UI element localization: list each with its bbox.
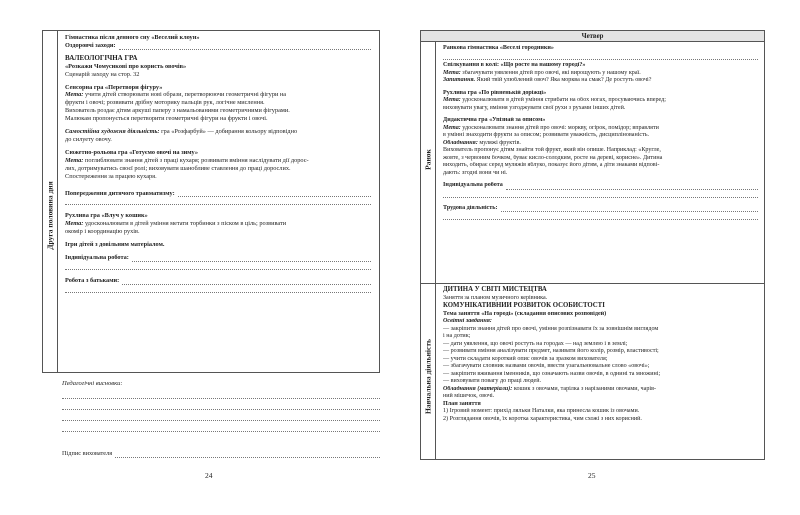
page-number-right: 25 <box>588 471 596 480</box>
line-text: 1) Ігровий момент: прихід ляльки Наталки, яка принесла кошик із овочами. <box>443 408 640 414</box>
text-line <box>443 132 758 140</box>
line-text: виховувати увагу, вміння узгоджувати свої рухи з рухами інших дітей. <box>443 104 626 111</box>
page-number-left: 24 <box>205 471 213 480</box>
line-text: Заняття за планом музичного керівника. <box>443 294 548 301</box>
notes-line <box>62 421 380 432</box>
text-line <box>443 90 758 98</box>
line-text: в умінні знаходити фрукти за описом; розвивати уважність, дисциплінованість. <box>443 132 650 139</box>
blank-line <box>443 212 758 220</box>
text-line <box>65 241 371 249</box>
morning-side-label: Ранок <box>423 149 433 170</box>
text-line <box>443 286 758 295</box>
line-text: лих, дотримуватись своєї ролі; виховувати шанобливе ставлення до праці дорослих. <box>65 164 291 172</box>
line-text: Малюкам пропонується перетворити геометричні фігури на фрукти і овочі. <box>65 115 268 123</box>
blank-line <box>65 285 371 293</box>
text-line <box>65 107 371 115</box>
text-line <box>443 105 758 113</box>
blank-line <box>65 197 371 205</box>
line-text: Запитання. Який твій улюблений овоч? Яка морква на смак? Де ростуть овочі? <box>443 77 652 84</box>
text-line <box>443 386 758 394</box>
left-table-content <box>65 34 371 372</box>
afternoon-side-label: Друга половина дня <box>45 181 55 250</box>
line-text: Гімнастика після денного сну «Веселий клоун» <box>65 34 200 41</box>
line-text: Ігри дітей з довільним матеріалом. <box>65 241 165 249</box>
text-line <box>65 115 371 123</box>
line-text: Спостереження за працею кухаря. <box>65 172 157 180</box>
fill-line <box>178 191 371 197</box>
lessons-content <box>443 286 758 459</box>
text-line <box>443 393 758 401</box>
line-text: Мета: удосконалювати в дітей уміння метати торбинки з піском в ціль; розвивати <box>65 220 287 228</box>
line-text: до силуету овочу. <box>65 135 112 143</box>
lead-word: Мета: <box>443 97 461 104</box>
fill-line <box>506 184 758 190</box>
line-text: Попередження дитячого травматизму: <box>65 189 175 197</box>
line-text: — учити складати короткий опис овочів за зразком вихователя; <box>443 355 608 362</box>
text-line <box>443 140 758 148</box>
line-text: Дидактична гра «Упізнай за описом» <box>443 117 546 124</box>
text-line <box>65 277 371 285</box>
line-text: Мета: збагачувати уявлення дітей про овочі, які вирощують у нашому краї. <box>443 69 641 76</box>
text-line <box>65 228 371 236</box>
line-text: ДИТИНА У СВІТІ МИСТЕЦТВА <box>443 286 547 293</box>
text-line <box>65 34 371 42</box>
line-text: Трудова діяльність: <box>443 204 498 211</box>
lead-word: Мета: <box>65 91 84 99</box>
text-line <box>65 128 371 136</box>
line-text: виходить, обирає серед муляжів яблуко, показує його дітям, а діти знаками відпові- <box>443 162 660 169</box>
line-text: Вихователь роздає дітям аркуші паперу з намальованими геометричними фігурами. <box>65 107 290 115</box>
line-text: Сценарій заходу на стор. 32 <box>65 70 140 78</box>
text-line <box>443 302 758 311</box>
fill-line <box>122 279 371 285</box>
text-line <box>65 220 371 228</box>
line-text: ВАЛЕОЛОГІЧНА ГРА <box>65 54 138 62</box>
line-text: Мета: удосконалювати знання дітей про овочі: моркву, огірок, помідор; вправляти <box>443 124 659 131</box>
fill-line <box>119 44 371 50</box>
line-text: Індивідуальна робота <box>443 182 503 189</box>
text-line <box>443 408 758 416</box>
text-line <box>65 136 371 144</box>
text-line <box>443 401 758 409</box>
text-line <box>443 170 758 178</box>
line-text: Вихователь пропонує дітям знайти той фрукт, який він опише. Наприклад: «Кругле, <box>443 147 661 154</box>
text-line <box>443 205 758 213</box>
blank-line <box>65 262 371 270</box>
left-schedule-table <box>42 30 380 373</box>
text-line <box>443 155 758 163</box>
line-text: Рухлива гра «Влуч у кошик» <box>65 212 148 220</box>
line-text: Самостійна художня діяльність: гра «Розфарбуй» — добирання кольору відповідно <box>65 128 298 136</box>
line-text: жовте, з червоним бочком, буває кисло-солодким, росте на дереві, корисне». Дитина <box>443 154 663 161</box>
text-line <box>443 182 758 190</box>
text-line <box>65 212 371 220</box>
line-text: Індивідуальна робота: <box>65 253 129 261</box>
line-text: Рухлива гра «По рівненькій доріжці» <box>443 89 547 96</box>
text-line <box>443 147 758 155</box>
lead-word: Обладнання: <box>443 139 478 146</box>
lead-word: Мета: <box>443 69 461 76</box>
text-line <box>443 356 758 364</box>
text-line <box>443 117 758 125</box>
line-text: «Розкажи Чомусикові про користь овочів» <box>65 62 187 70</box>
text-line <box>443 70 758 78</box>
signature-row <box>62 450 380 458</box>
text-line <box>65 55 371 63</box>
text-line <box>443 125 758 133</box>
text-line <box>65 173 371 181</box>
line-text: Оздоровчі заходи: <box>65 41 116 49</box>
section-divider <box>421 283 764 284</box>
right-side-column <box>421 42 436 459</box>
fill-line <box>132 256 371 262</box>
text-line <box>65 91 371 99</box>
blank-line <box>443 53 758 61</box>
line-text: Обладнання (матеріали): кошик з овочами, тарілка з нарізаними овочами, чарів- <box>443 385 656 392</box>
text-line <box>443 378 758 386</box>
right-page <box>400 0 800 515</box>
lead-word: Мета: <box>65 220 84 228</box>
text-line <box>443 333 758 341</box>
lead-word: Запитання. <box>443 77 476 84</box>
left-side-column <box>43 31 58 372</box>
line-text: — закріпити вживання іменників, що означають назви овочів, в однині та множині; <box>443 370 661 377</box>
text-line <box>443 62 758 70</box>
text-line <box>65 165 371 173</box>
notes-label: Педагогічні висновки: <box>62 380 123 387</box>
signature-line <box>115 452 380 458</box>
lead-word: Обладнання (матеріали): <box>443 385 513 392</box>
line-text: Ранкова гімнастика «Веселі городники» <box>443 45 554 51</box>
lead-word: Мета: <box>443 124 461 131</box>
line-text: 2) Розглядання овочів, їх коротка характеристика, чим схожі з них корисний. <box>443 415 642 422</box>
line-text: Сюжетно-рольова гра «Готуємо овочі на зиму» <box>65 148 199 156</box>
notes-line <box>62 388 380 399</box>
notes-line <box>62 399 380 410</box>
text-line <box>65 254 371 262</box>
line-text: Мета: поглиблювати знання дітей з праці кухаря; розвивати вміння наслідувати дії дорос- <box>65 156 309 164</box>
text-line <box>65 84 371 92</box>
line-text: Спілкування в колі: «Що росте на нашому городі?» <box>443 62 586 69</box>
line-text: — розвивати вміння аналізувати предмет, називати його колір, розмір, властивості; <box>443 348 659 354</box>
text-line <box>443 311 758 319</box>
text-line <box>443 341 758 349</box>
line-text: Освітні завдання: <box>443 318 492 324</box>
lessons-side-label: Навчальна діяльність <box>423 339 433 415</box>
line-text: Мета: учити дітей створювати нові образи, перетворюючи геометричні фігури на <box>65 91 287 99</box>
line-text: — закріпити знання дітей про овочі, уміння розпізнавати їх за зовнішнім виглядом <box>443 325 659 332</box>
lead-word: Мета: <box>65 156 84 164</box>
line-text: окомір і координацію рухів. <box>65 228 140 236</box>
line-text: Тема заняття «На городі» (складання описових розповідей) <box>443 310 607 317</box>
text-line <box>65 42 371 50</box>
line-text: і на дотик; <box>443 333 471 339</box>
text-line <box>65 149 371 157</box>
text-line <box>65 71 371 79</box>
text-line <box>443 326 758 334</box>
blank-line <box>443 190 758 198</box>
line-text: — збагачувати словник назвами овочів, ввести узагальнювальне слово «овочі»; <box>443 363 650 369</box>
text-line <box>443 363 758 371</box>
text-line <box>443 295 758 303</box>
line-text: дають: згодні вони чи ні. <box>443 169 508 176</box>
fill-line <box>501 206 758 212</box>
day-header: Четвер <box>421 31 764 42</box>
text-line <box>443 77 758 85</box>
notes-line <box>62 410 380 421</box>
line-text: — виховувати повагу до праці людей. <box>443 378 542 384</box>
line-text: Сенсорна гра «Перетвори фігуру» <box>65 83 163 91</box>
text-line <box>443 45 758 53</box>
text-line <box>443 371 758 379</box>
spacer <box>65 181 371 190</box>
line-text: План заняття <box>443 400 481 407</box>
pedagogical-notes <box>62 380 380 432</box>
signature-label: Підпис вихователя <box>62 450 113 457</box>
lead-word: Самостійна художня діяльність: <box>65 128 160 136</box>
line-text: КОМУНІКАТИВНИЙ РОЗВИТОК ОСОБИСТОСТІ <box>443 302 605 309</box>
text-line <box>443 318 758 326</box>
text-line <box>65 99 371 107</box>
text-line <box>65 63 371 71</box>
morning-content <box>443 45 758 281</box>
line-text: Мета: удосконалювати в дітей уміння стрибати на обох ногах, просуваючись вперед; <box>443 97 666 104</box>
line-text: Робота з батьками: <box>65 276 120 284</box>
line-text: — дати уявлення, що овочі ростуть на городах — над землею і в землі; <box>443 340 628 347</box>
text-line <box>443 348 758 356</box>
text-line <box>443 97 758 105</box>
line-text: ний мішечок, овочі. <box>443 393 495 399</box>
line-text: Обладнання: муляжі фруктів. <box>443 139 521 146</box>
right-schedule-table <box>420 30 765 460</box>
text-line <box>443 162 758 170</box>
text-line <box>65 157 371 165</box>
line-text: фрукти і овочі; розвивати дрібну моторику пальців рук, логічне мислення. <box>65 99 265 107</box>
text-line <box>443 416 758 424</box>
text-line <box>65 190 371 198</box>
